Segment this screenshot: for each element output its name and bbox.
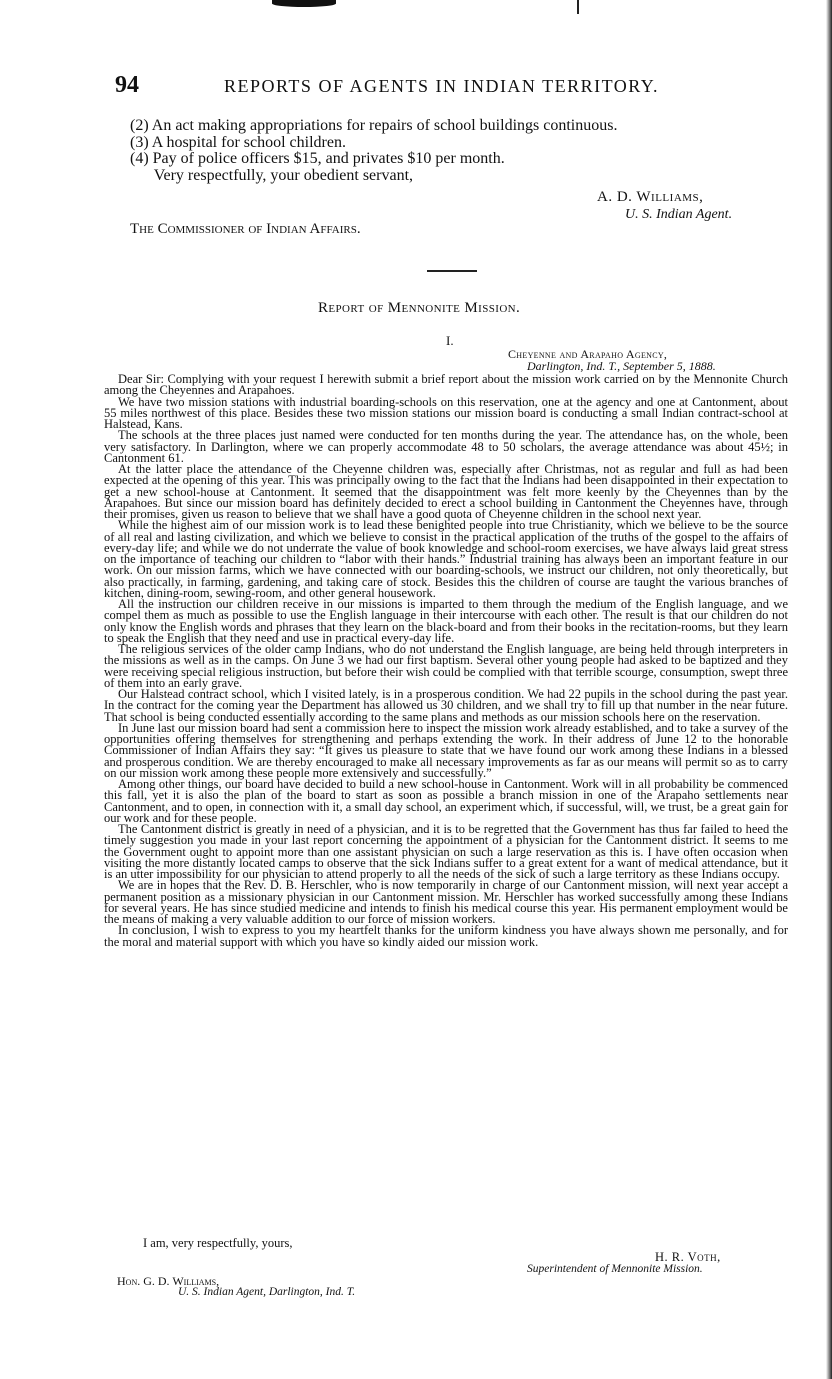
addressee-title: U. S. Indian Agent, Darlington, Ind. T. xyxy=(178,1286,356,1298)
page-edge-shadow xyxy=(826,0,832,1379)
body-paragraph: Our Halstead contract school, which I visited lately, is in a prosperous condition. We had 22 pupils in the school during the past year. In the contract for the coming year the Department has allowed us 30 children, and we shall try to fill up that number in the near future. That school is being conducted essentially according to the same plans and methods as our mission schools here on the reservation. xyxy=(104,687,788,724)
signature-name: A. D. Williams, xyxy=(597,189,704,205)
report-title: Report of Mennonite Mission. xyxy=(318,300,521,316)
place-date: Darlington, Ind. T., September 5, 1888. xyxy=(527,359,716,373)
body-paragraph: Among other things, our board have decided to build a new school-house in Cantonment. Work will in all probability be commenced this fall, yet it is also the plan of the board to start as soon as possible a branch mission in one of the Arapaho settlements near Cantonment, and to open, in connection with it, a small day school, an experiment which, if successful, will, we trust, be a great gain for our work and for these people. xyxy=(104,777,788,825)
section-divider xyxy=(427,270,477,272)
body-paragraph: In conclusion, I wish to express to you my heartfelt thanks for the uniform kindness you have always shown me personally, and for the moral and material support with which you have so kindly aided our mission work. xyxy=(104,923,788,949)
closing-line: I am, very respectfully, yours, xyxy=(143,1236,293,1250)
previous-letter-list xyxy=(130,118,617,184)
body-paragraph: At the latter place the attendance of the Cheyenne children was, especially after Christmas, not as regular and full as had been expected at the opening of this year. This was principally owing to the fact that the Indians had been disappointed in their expectation to get a new school-house at Cantonment. It seemed that the disappointment was felt more keenly by the Cheyennes than by the Arapahoes. But since our mission board has definitely decided to erect a school building in Cantonment the Cheyennes have, through their promises, given us reason to believe that we shall have a good quota of Cheyenne children in the school next year. xyxy=(104,462,788,521)
list-item: (2) An act making appropriations for repairs of school buildings continuous. xyxy=(130,117,618,134)
body-paragraph: We have two mission stations with industrial boarding-schools on this reservation, one at the agency and one at Cantonment, about 55 miles northwest of this place. Besides these two mission stations our mission board is conducting a small Indian contract-school at Halstead, Kans. xyxy=(104,394,788,431)
margin-mark xyxy=(577,0,579,14)
agency-heading: Cheyenne and Arapaho Agency, xyxy=(508,347,668,361)
signature-title: U. S. Indian Agent. xyxy=(625,207,733,222)
list-item: Very respectfully, your obedient servant, xyxy=(130,166,414,184)
report-body xyxy=(104,374,788,948)
body-paragraph: In June last our mission board had sent a commission here to inspect the mission work already established, and to take a survey of the opportunities offering themselves for strengthening and perhaps extending the work. In their address of June 12 to the honorable Commissioner of Indian Affairs they say: “It gives us pleasure to state that we have found our work among these Indians in a blessed and prosperous condition. We are thereby encouraged to make all necessary improvements as far as our means will permit so as to carry on our mission work among these people more extensively and successfully.” xyxy=(104,720,788,780)
list-item: (4) Pay of police officers $15, and privates $10 per month. xyxy=(130,150,505,167)
addressee-name: Hon. G. D. Williams, xyxy=(117,1274,220,1288)
body-paragraph: The schools at the three places just named were conducted for ten months during the year. The attendance has, on the whole, been very satisfactory. In Darlington, where we can properly accommodate 48 to 50 scholars, the average attendance was about 45½; in Cantonment 61. xyxy=(104,428,788,465)
body-paragraph: All the instruction our children receive in our missions is imparted to them through the medium of the English language, and we compel them as much as possible to use the English language in their intercourse with each other. The result is that our children do not only know the English words and phrases that they learn on the black-board and from their books in the recitation-rooms, but they learn to speak the English that they need and use in practical every-day life. xyxy=(104,597,788,645)
ink-blotch xyxy=(272,0,336,7)
list-item: (3) A hospital for school children. xyxy=(130,133,346,151)
body-paragraph: The religious services of the older camp Indians, who do not understand the English language, are being held through interpreters in the missions as well as in the camps. On June 3 we had our first baptism. Several other young people had asked to be baptized and they were receiving special religious instruction, but before their wish could be complied with that terrible scourge, consumption, swept three of them into an early grave. xyxy=(104,642,788,690)
body-paragraph: While the highest aim of our mission work is to lead these benighted people into true Christianity, which we believe to be the source of all real and lasting civilization, and which we believe to consist in the practical application of the truths of the gospel to the affairs of every-day life; and while we do not underrate the value of book knowledge and school-room exercises, we have always laid great stress on the importance of teaching our children to “labor with their hands.” Industrial training has always been an important feature in our work. On our mission farms, which we have connected with our boarding-schools, we instruct our children, not only theoretically, but also practically, in farming, gardening, and taking care of stock. Besides this the children of course are taught the various branches of kitchen, dining-room, sewing-room, and other general housework. xyxy=(104,518,788,600)
signature-name: H. R. Voth, xyxy=(655,1250,721,1264)
running-title: REPORTS OF AGENTS IN INDIAN TERRITORY. xyxy=(224,76,659,96)
section-number: I. xyxy=(446,333,454,348)
addressee: The Commissioner of Indian Affairs. xyxy=(130,221,361,237)
body-paragraph: Dear Sir: Complying with your request I herewith submit a brief report about the mission work carried on by the Mennonite Church among the Cheyennes and Arapahoes. xyxy=(104,372,788,398)
signature-title: Superintendent of Mennonite Mission. xyxy=(527,1263,703,1275)
body-paragraph: We are in hopes that the Rev. D. B. Herschler, who is now temporarily in charge of our Cantonment mission, will next year accept a permanent position as a missionary physician in our Cantonment mission. Mr. Herschler has worked successfully among these Indians for several years. He has since studied medicine and intends to finish his medical course this year. His permanent employment would be the means of making a very valuable addition to our force of mission workers. xyxy=(104,878,788,926)
body-paragraph: The Cantonment district is greatly in need of a physician, and it is to be regretted that the Government has thus far failed to heed the timely suggestion you made in your last report concerning the appointment of a physician for the Cantonment district. It seems to me the Government ought to appoint more than one assistant physician on such a large reservation as this is. I have often occasion when visiting the more distantly located camps to observe that the sick Indians suffer to a great extent for a want of medical attendance, but it is an utter impossibility for our physician to attend properly to all the needs of the sick of such a large territory as these Indians occupy. xyxy=(104,822,788,881)
page-number: 94 xyxy=(115,72,139,98)
